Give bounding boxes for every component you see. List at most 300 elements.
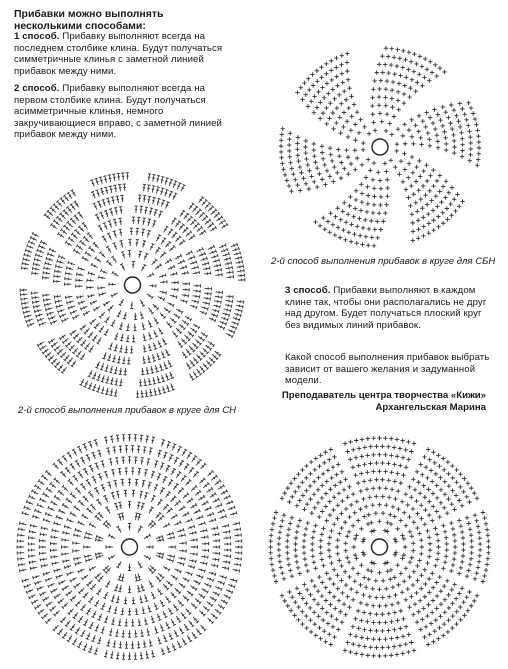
single-crochet-mark	[351, 214, 355, 218]
double-crochet-mark	[213, 259, 220, 263]
single-crochet-mark	[441, 184, 445, 188]
double-crochet-mark	[171, 575, 178, 580]
single-crochet-mark	[368, 461, 372, 465]
single-crochet-mark	[414, 165, 418, 169]
double-crochet-mark	[56, 200, 62, 206]
single-crochet-mark	[347, 106, 351, 110]
double-crochet-mark	[207, 512, 214, 516]
double-crochet-mark	[141, 390, 144, 397]
double-crochet-mark	[182, 288, 189, 291]
single-crochet-mark	[361, 550, 365, 554]
double-crochet-mark	[178, 259, 185, 263]
double-crochet-mark	[141, 458, 144, 465]
single-crochet-mark	[295, 530, 299, 534]
double-crochet-mark	[103, 176, 107, 183]
single-crochet-mark	[304, 151, 308, 155]
single-crochet-mark	[336, 552, 340, 556]
double-crochet-mark	[176, 616, 181, 623]
single-crochet-mark	[326, 219, 330, 223]
double-crochet-mark	[230, 579, 237, 583]
single-crochet-mark	[360, 242, 364, 246]
single-crochet-mark	[334, 121, 338, 125]
double-crochet-mark	[204, 292, 211, 295]
double-crochet-mark	[65, 296, 72, 299]
single-crochet-mark	[310, 548, 314, 552]
double-crochet-mark	[73, 541, 80, 544]
double-crochet-mark	[24, 253, 31, 257]
single-crochet-mark	[431, 598, 435, 602]
single-crochet-mark	[323, 182, 327, 186]
single-crochet-mark	[343, 441, 347, 445]
single-crochet-mark	[289, 609, 293, 613]
double-crochet-mark	[75, 487, 81, 493]
double-crochet-mark	[182, 294, 189, 298]
double-crochet-mark	[76, 272, 83, 276]
double-crochet-mark	[22, 262, 29, 265]
double-crochet-mark	[82, 514, 89, 519]
double-crochet-mark	[140, 206, 143, 213]
double-crochet-mark	[56, 575, 63, 579]
double-crochet-mark	[70, 596, 76, 602]
double-crochet-mark	[114, 389, 117, 396]
double-crochet-mark	[72, 613, 77, 619]
double-crochet-mark	[141, 264, 146, 271]
double-crochet-mark	[28, 555, 35, 558]
double-crochet-mark	[54, 346, 60, 352]
double-crochet-mark	[53, 280, 60, 283]
single-crochet-mark	[318, 637, 322, 641]
double-crochet-mark	[98, 512, 104, 518]
single-crochet-mark	[287, 184, 291, 188]
single-crochet-mark	[438, 173, 442, 177]
double-crochet-mark	[48, 339, 55, 344]
double-crochet-mark	[88, 332, 94, 338]
single-crochet-mark	[277, 542, 281, 546]
double-crochet-mark	[188, 565, 195, 569]
double-crochet-mark	[224, 542, 231, 545]
single-crochet-mark	[385, 79, 389, 83]
double-crochet-mark	[74, 557, 81, 561]
double-crochet-mark	[67, 221, 73, 227]
single-crochet-mark	[295, 90, 299, 94]
double-crochet-mark	[89, 246, 95, 252]
single-crochet-mark	[333, 233, 337, 237]
double-crochet-mark	[23, 311, 30, 315]
single-crochet-mark	[385, 529, 389, 533]
double-crochet-mark	[169, 191, 173, 198]
single-crochet-mark	[368, 445, 372, 449]
double-crochet-mark	[202, 199, 208, 205]
double-crochet-mark	[88, 382, 92, 389]
double-crochet-mark	[205, 583, 212, 587]
double-crochet-mark	[101, 375, 105, 382]
double-crochet-mark	[93, 203, 97, 210]
single-crochet-mark	[355, 224, 359, 228]
double-crochet-mark	[98, 473, 102, 480]
single-crochet-mark	[335, 84, 339, 88]
double-crochet-mark	[70, 203, 75, 209]
double-crochet-mark	[172, 644, 176, 651]
single-crochet-mark	[431, 491, 435, 495]
double-crochet-mark	[39, 545, 46, 548]
single-crochet-mark	[337, 531, 341, 535]
single-crochet-mark	[411, 612, 415, 616]
single-crochet-mark	[321, 157, 325, 161]
single-crochet-mark	[269, 533, 273, 537]
single-crochet-mark	[340, 53, 344, 57]
single-crochet-mark	[372, 561, 376, 565]
double-crochet-mark	[95, 552, 102, 556]
single-crochet-mark	[435, 133, 439, 137]
single-crochet-mark	[351, 492, 355, 496]
double-crochet-mark	[80, 483, 85, 489]
single-crochet-mark	[418, 491, 422, 495]
single-crochet-mark	[339, 218, 343, 222]
double-crochet-mark	[158, 387, 162, 394]
single-crochet-mark	[309, 174, 313, 178]
single-crochet-mark	[431, 208, 435, 212]
single-crochet-mark	[484, 522, 488, 526]
single-crochet-mark	[283, 173, 287, 177]
double-crochet-mark	[215, 479, 221, 484]
double-crochet-mark	[85, 532, 92, 536]
double-crochet-mark	[161, 439, 165, 446]
double-crochet-mark	[212, 354, 218, 360]
single-crochet-mark	[323, 163, 327, 167]
single-crochet-mark	[290, 595, 294, 599]
double-crochet-mark	[53, 203, 59, 209]
single-crochet-mark	[277, 548, 281, 552]
single-crochet-mark	[311, 554, 315, 558]
double-crochet-mark	[143, 345, 146, 352]
double-crochet-mark	[70, 330, 76, 335]
double-crochet-mark	[33, 576, 40, 580]
single-crochet-mark	[411, 507, 415, 511]
double-crochet-mark	[195, 490, 201, 495]
double-crochet-mark	[185, 518, 192, 522]
double-crochet-mark	[121, 251, 125, 258]
double-crochet-mark	[40, 592, 47, 597]
single-crochet-mark	[347, 204, 351, 208]
single-crochet-mark	[422, 169, 426, 173]
double-crochet-mark	[28, 542, 35, 545]
double-crochet-mark	[90, 301, 97, 305]
single-crochet-mark	[346, 155, 350, 159]
single-crochet-mark	[465, 516, 469, 520]
single-crochet-mark	[395, 563, 399, 567]
single-crochet-mark	[381, 595, 385, 599]
single-crochet-mark	[380, 119, 384, 123]
single-crochet-mark	[460, 137, 464, 141]
single-crochet-mark	[279, 138, 283, 142]
double-crochet-mark	[51, 501, 58, 506]
single-crochet-mark	[417, 72, 421, 76]
single-crochet-mark	[295, 147, 299, 151]
single-crochet-mark	[328, 174, 332, 178]
double-crochet-mark	[41, 564, 48, 568]
double-crochet-mark	[108, 534, 115, 539]
double-crochet-mark	[180, 265, 187, 269]
double-crochet-mark	[224, 536, 231, 539]
single-crochet-mark	[469, 486, 473, 490]
single-crochet-mark	[326, 621, 330, 625]
single-crochet-mark	[329, 614, 333, 618]
double-crochet-mark	[157, 614, 161, 621]
single-crochet-mark	[347, 515, 351, 519]
single-crochet-mark	[436, 214, 440, 218]
single-crochet-mark	[454, 113, 458, 117]
single-crochet-mark	[467, 521, 471, 525]
single-crochet-mark	[361, 226, 365, 230]
double-crochet-mark	[140, 312, 144, 319]
double-crochet-mark	[193, 357, 199, 363]
double-crochet-mark	[235, 256, 242, 260]
double-crochet-mark	[177, 562, 184, 566]
single-crochet-mark	[336, 503, 340, 507]
double-crochet-mark	[61, 367, 67, 373]
single-crochet-mark	[410, 212, 414, 216]
single-crochet-mark	[462, 613, 466, 617]
double-crochet-mark	[190, 553, 197, 556]
single-crochet-mark	[335, 517, 339, 521]
double-crochet-mark	[193, 372, 198, 378]
double-crochet-mark	[182, 638, 187, 645]
double-crochet-mark	[68, 609, 74, 615]
single-crochet-mark	[450, 488, 454, 492]
double-crochet-mark	[163, 523, 170, 528]
single-crochet-mark	[345, 69, 349, 73]
single-crochet-mark	[327, 632, 331, 636]
double-crochet-mark	[132, 217, 135, 224]
single-crochet-mark	[377, 637, 381, 641]
single-crochet-mark	[363, 445, 367, 449]
double-crochet-mark	[175, 521, 182, 525]
single-crochet-mark	[349, 128, 353, 132]
double-crochet-mark	[149, 308, 154, 314]
single-crochet-mark	[349, 162, 353, 166]
double-crochet-mark	[83, 311, 90, 316]
single-crochet-mark	[397, 172, 401, 176]
double-crochet-mark	[104, 471, 108, 478]
double-crochet-mark	[131, 446, 134, 453]
single-crochet-mark	[359, 601, 363, 605]
double-crochet-mark	[164, 308, 170, 313]
double-crochet-mark	[201, 535, 208, 538]
double-crochet-mark	[77, 446, 82, 453]
single-crochet-mark	[404, 75, 408, 79]
double-crochet-mark	[182, 352, 187, 358]
single-crochet-mark	[469, 533, 473, 537]
double-crochet-mark	[211, 254, 218, 258]
double-crochet-mark	[207, 602, 213, 607]
double-crochet-mark	[59, 213, 65, 219]
single-crochet-mark	[343, 648, 347, 652]
single-crochet-mark	[425, 202, 429, 206]
double-crochet-mark	[171, 592, 177, 598]
single-crochet-mark	[467, 500, 471, 504]
single-crochet-mark	[334, 74, 338, 78]
single-crochet-mark	[351, 624, 355, 628]
double-crochet-mark	[194, 509, 201, 514]
single-crochet-mark	[336, 538, 340, 542]
author-name: Архангельская Марина	[375, 402, 486, 413]
double-crochet-mark	[180, 300, 187, 304]
single-crochet-mark	[383, 528, 387, 532]
single-crochet-mark	[351, 448, 355, 452]
double-crochet-mark	[128, 523, 131, 530]
single-crochet-mark	[378, 203, 382, 207]
double-crochet-mark	[183, 596, 189, 602]
double-crochet-mark	[209, 518, 216, 522]
single-crochet-mark	[404, 523, 408, 527]
single-crochet-mark	[380, 54, 384, 58]
single-crochet-mark	[426, 602, 430, 606]
double-crochet-mark	[134, 435, 137, 442]
double-crochet-mark	[104, 437, 108, 444]
double-crochet-mark	[122, 652, 125, 659]
double-crochet-mark	[128, 457, 131, 464]
single-crochet-mark	[436, 225, 440, 229]
double-crochet-mark	[54, 495, 61, 500]
double-crochet-mark	[54, 478, 60, 484]
single-crochet-mark	[333, 483, 337, 487]
double-crochet-mark	[37, 503, 44, 507]
single-crochet-mark	[401, 438, 405, 442]
single-crochet-mark	[450, 502, 454, 506]
single-crochet-mark	[388, 121, 392, 125]
double-crochet-mark	[178, 487, 184, 493]
single-crochet-mark	[325, 81, 329, 85]
double-crochet-mark	[161, 176, 165, 183]
single-crochet-mark	[411, 541, 415, 545]
double-crochet-mark	[36, 314, 43, 318]
double-crochet-mark	[68, 261, 75, 265]
single-crochet-mark	[390, 602, 394, 606]
double-crochet-mark	[72, 449, 77, 456]
double-crochet-mark	[88, 646, 92, 653]
single-crochet-mark	[377, 570, 381, 574]
double-crochet-mark	[27, 244, 34, 248]
double-crochet-mark	[160, 463, 164, 470]
single-crochet-mark	[387, 595, 391, 599]
single-crochet-mark	[360, 652, 364, 656]
double-crochet-mark	[86, 581, 92, 587]
double-crochet-mark	[116, 435, 119, 442]
double-crochet-mark	[142, 218, 145, 225]
single-crochet-mark	[354, 634, 358, 638]
double-crochet-mark	[226, 500, 233, 504]
double-crochet-mark	[76, 351, 81, 357]
single-crochet-mark	[325, 479, 329, 483]
single-crochet-mark	[402, 152, 406, 156]
single-crochet-mark	[466, 609, 470, 613]
single-crochet-mark	[371, 87, 375, 91]
single-crochet-mark	[372, 186, 376, 190]
double-crochet-mark	[143, 184, 146, 191]
single-crochet-mark	[317, 515, 321, 519]
single-crochet-mark	[412, 52, 416, 56]
single-crochet-mark	[293, 548, 297, 552]
double-crochet-mark	[70, 218, 76, 224]
single-crochet-mark	[374, 645, 378, 649]
double-crochet-mark	[43, 298, 50, 301]
single-crochet-mark	[434, 472, 438, 476]
double-crochet-mark	[210, 249, 217, 253]
single-crochet-mark	[422, 606, 426, 610]
single-crochet-mark	[339, 101, 343, 105]
double-crochet-mark	[117, 514, 121, 521]
single-crochet-mark	[435, 606, 439, 610]
single-crochet-mark	[430, 571, 434, 575]
double-crochet-mark	[160, 313, 166, 319]
double-crochet-mark	[75, 562, 82, 566]
double-crochet-mark	[104, 210, 108, 217]
single-crochet-mark	[286, 557, 290, 561]
double-crochet-mark	[179, 506, 185, 511]
double-crochet-mark	[138, 526, 143, 533]
double-crochet-mark	[105, 581, 110, 588]
single-crochet-mark	[394, 539, 398, 543]
double-crochet-mark	[179, 239, 185, 245]
closing-paragraph: Какой способ выполнения прибавок выбрать зависит от вашего желания и задуманной модели.	[285, 352, 490, 387]
double-crochet-mark	[205, 202, 211, 208]
double-crochet-mark	[78, 616, 83, 623]
single-crochet-mark	[304, 139, 308, 143]
double-crochet-mark	[167, 508, 173, 514]
double-crochet-mark	[189, 234, 195, 239]
double-crochet-mark	[107, 233, 111, 240]
single-crochet-mark	[393, 497, 397, 501]
double-crochet-mark	[201, 307, 208, 311]
single-crochet-mark	[347, 485, 351, 489]
double-crochet-mark	[182, 578, 189, 583]
single-crochet-mark	[404, 566, 408, 570]
single-crochet-mark	[368, 478, 372, 482]
single-crochet-mark	[329, 68, 333, 72]
double-crochet-mark	[112, 640, 115, 647]
single-crochet-mark	[454, 468, 458, 472]
single-crochet-mark	[268, 539, 272, 543]
single-crochet-mark	[365, 185, 369, 189]
single-crochet-mark	[280, 496, 284, 500]
double-crochet-mark	[77, 641, 82, 648]
double-crochet-mark	[62, 538, 69, 541]
single-crochet-mark	[356, 518, 360, 522]
single-crochet-mark	[310, 72, 314, 76]
single-crochet-mark	[295, 183, 299, 187]
single-crochet-mark	[430, 610, 434, 614]
double-crochet-mark	[192, 455, 197, 461]
single-crochet-mark	[309, 460, 313, 464]
single-crochet-mark	[315, 185, 319, 189]
double-crochet-mark	[50, 223, 56, 228]
double-crochet-mark	[191, 603, 197, 609]
single-crochet-mark	[362, 125, 366, 129]
double-crochet-mark	[184, 213, 189, 219]
double-crochet-mark	[101, 461, 105, 468]
single-crochet-mark	[348, 195, 352, 199]
single-crochet-mark	[370, 235, 374, 239]
double-crochet-mark	[189, 621, 195, 627]
single-crochet-mark	[362, 537, 366, 541]
single-crochet-mark	[365, 470, 369, 474]
double-crochet-mark	[186, 363, 191, 370]
double-crochet-mark	[96, 374, 100, 381]
single-crochet-mark	[354, 456, 358, 460]
single-crochet-mark	[452, 197, 456, 201]
single-crochet-mark	[445, 579, 449, 583]
double-crochet-mark	[126, 173, 129, 180]
